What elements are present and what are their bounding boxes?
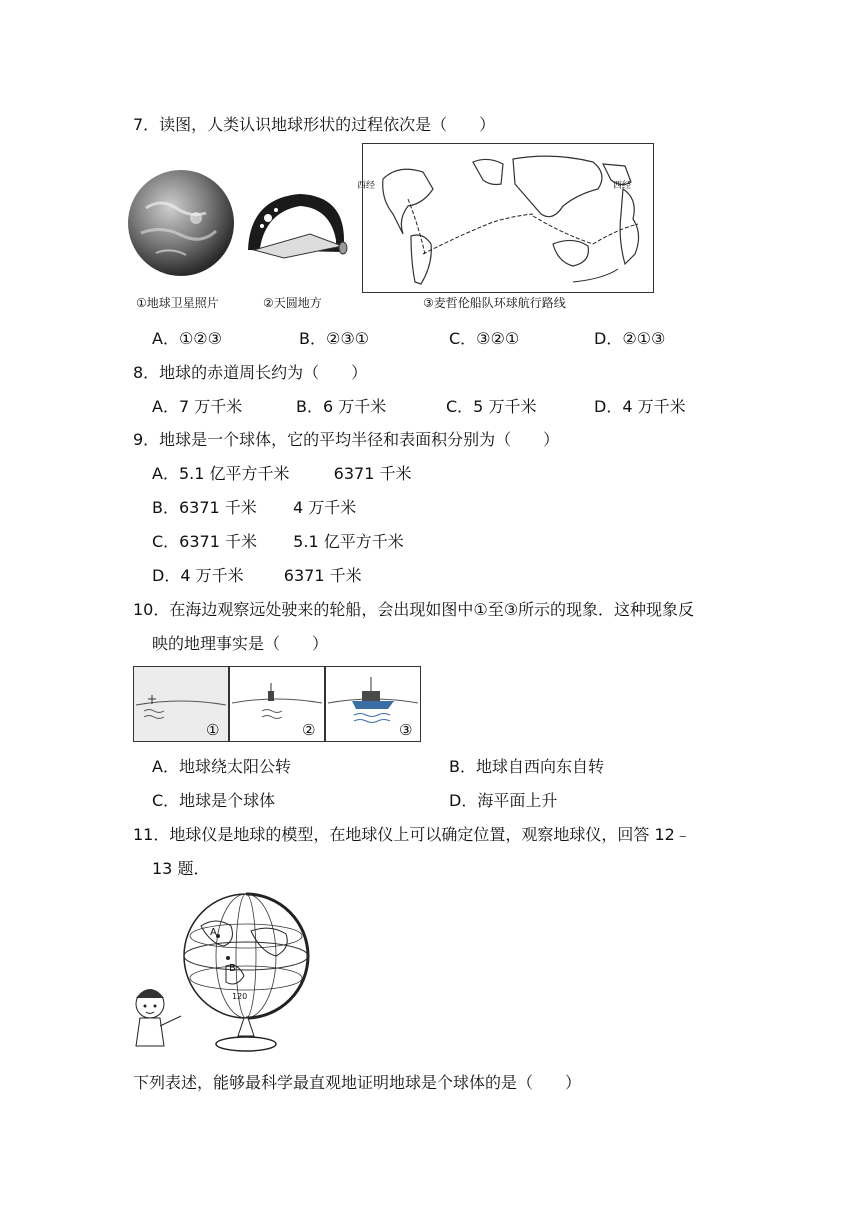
globe-label-b: B	[229, 963, 236, 974]
globe-illustration	[126, 886, 326, 1056]
magellan-route-map	[357, 143, 654, 293]
q8-option-a[interactable]: A．7 万千米	[152, 397, 243, 416]
q9-option-d-part2: 6371 千米	[283, 566, 362, 585]
q10-stem-line2: 映的地理事实是（ ）	[152, 634, 329, 653]
q9-option-c-part2: 5.1 亿平方千米	[293, 532, 404, 551]
map-label-west-2: 西经	[613, 181, 632, 191]
panel-label-2: ②	[302, 721, 316, 739]
q11-followup: 下列表述，能够最科学最直观地证明地球是个球体的是（ ）	[133, 1073, 582, 1092]
q7-option-c[interactable]: C．③②①	[449, 329, 520, 348]
panel-label-3: ③	[399, 721, 413, 739]
ship-horizon-figure	[133, 666, 421, 742]
q9-option-d[interactable]	[152, 563, 362, 586]
q9-option-b[interactable]	[152, 495, 356, 518]
globe-label-120: 120	[232, 992, 248, 1001]
q7-stem: 7．读图，人类认识地球形状的过程依次是（ ）	[133, 115, 496, 134]
q9-option-c-part1: C．6371 千米	[152, 532, 257, 551]
q11-stem-line1: 11．地球仪是地球的模型，在地球仪上可以确定位置，观察地球仪，回答 12﹣	[133, 825, 691, 844]
globe-label-a: A	[210, 927, 217, 938]
earth-satellite-photo	[126, 168, 236, 278]
q9-option-a-part2: 6371 千米	[333, 464, 412, 483]
panel-label-1: ①	[206, 721, 220, 739]
dome-heaven-illustration	[240, 190, 350, 260]
world-map-icon	[363, 144, 653, 292]
q7-option-d[interactable]: D．②①③	[594, 329, 666, 348]
q11-stem-line2: 13 题．	[152, 859, 210, 878]
q9-stem: 9．地球是一个球体，它的平均半径和表面积分别为（ ）	[133, 430, 560, 449]
q9-option-d-part1: D．4 万千米	[152, 566, 244, 585]
q10-option-a[interactable]: A．地球绕太阳公转	[152, 757, 291, 776]
q10-option-c[interactable]: C．地球是个球体	[152, 791, 276, 810]
caption-magellan: ③麦哲伦船队环球航行路线	[423, 296, 566, 310]
q9-option-b-part1: B．6371 千米	[152, 498, 257, 517]
q10-option-d[interactable]: D．海平面上升	[449, 791, 558, 810]
q10-option-b[interactable]: B．地球自西向东自转	[449, 757, 604, 776]
ship-panels-icon	[134, 667, 420, 741]
q9-option-b-part2: 4 万千米	[292, 498, 357, 517]
caption-dome: ②天圆地方	[263, 296, 322, 310]
q9-option-a-part1: A．5.1 亿平方千米	[152, 464, 290, 483]
q8-option-d[interactable]: D．4 万千米	[594, 397, 686, 416]
q8-option-c[interactable]: C．5 万千米	[446, 397, 537, 416]
q7-option-a[interactable]: A．①②③	[152, 329, 222, 348]
q10-stem-line1: 10．在海边观察远处驶来的轮船，会出现如图中①至③所示的现象．这种现象反	[133, 600, 695, 619]
q9-option-a[interactable]	[152, 461, 411, 484]
caption-satellite: ①地球卫星照片	[136, 296, 219, 310]
q7-option-b[interactable]: B．②③①	[299, 329, 370, 348]
q8-stem: 8．地球的赤道周长约为（ ）	[133, 363, 368, 382]
q9-option-c[interactable]	[152, 529, 404, 552]
q8-option-b[interactable]: B．6 万千米	[296, 397, 387, 416]
map-label-west: 西经	[357, 181, 376, 191]
